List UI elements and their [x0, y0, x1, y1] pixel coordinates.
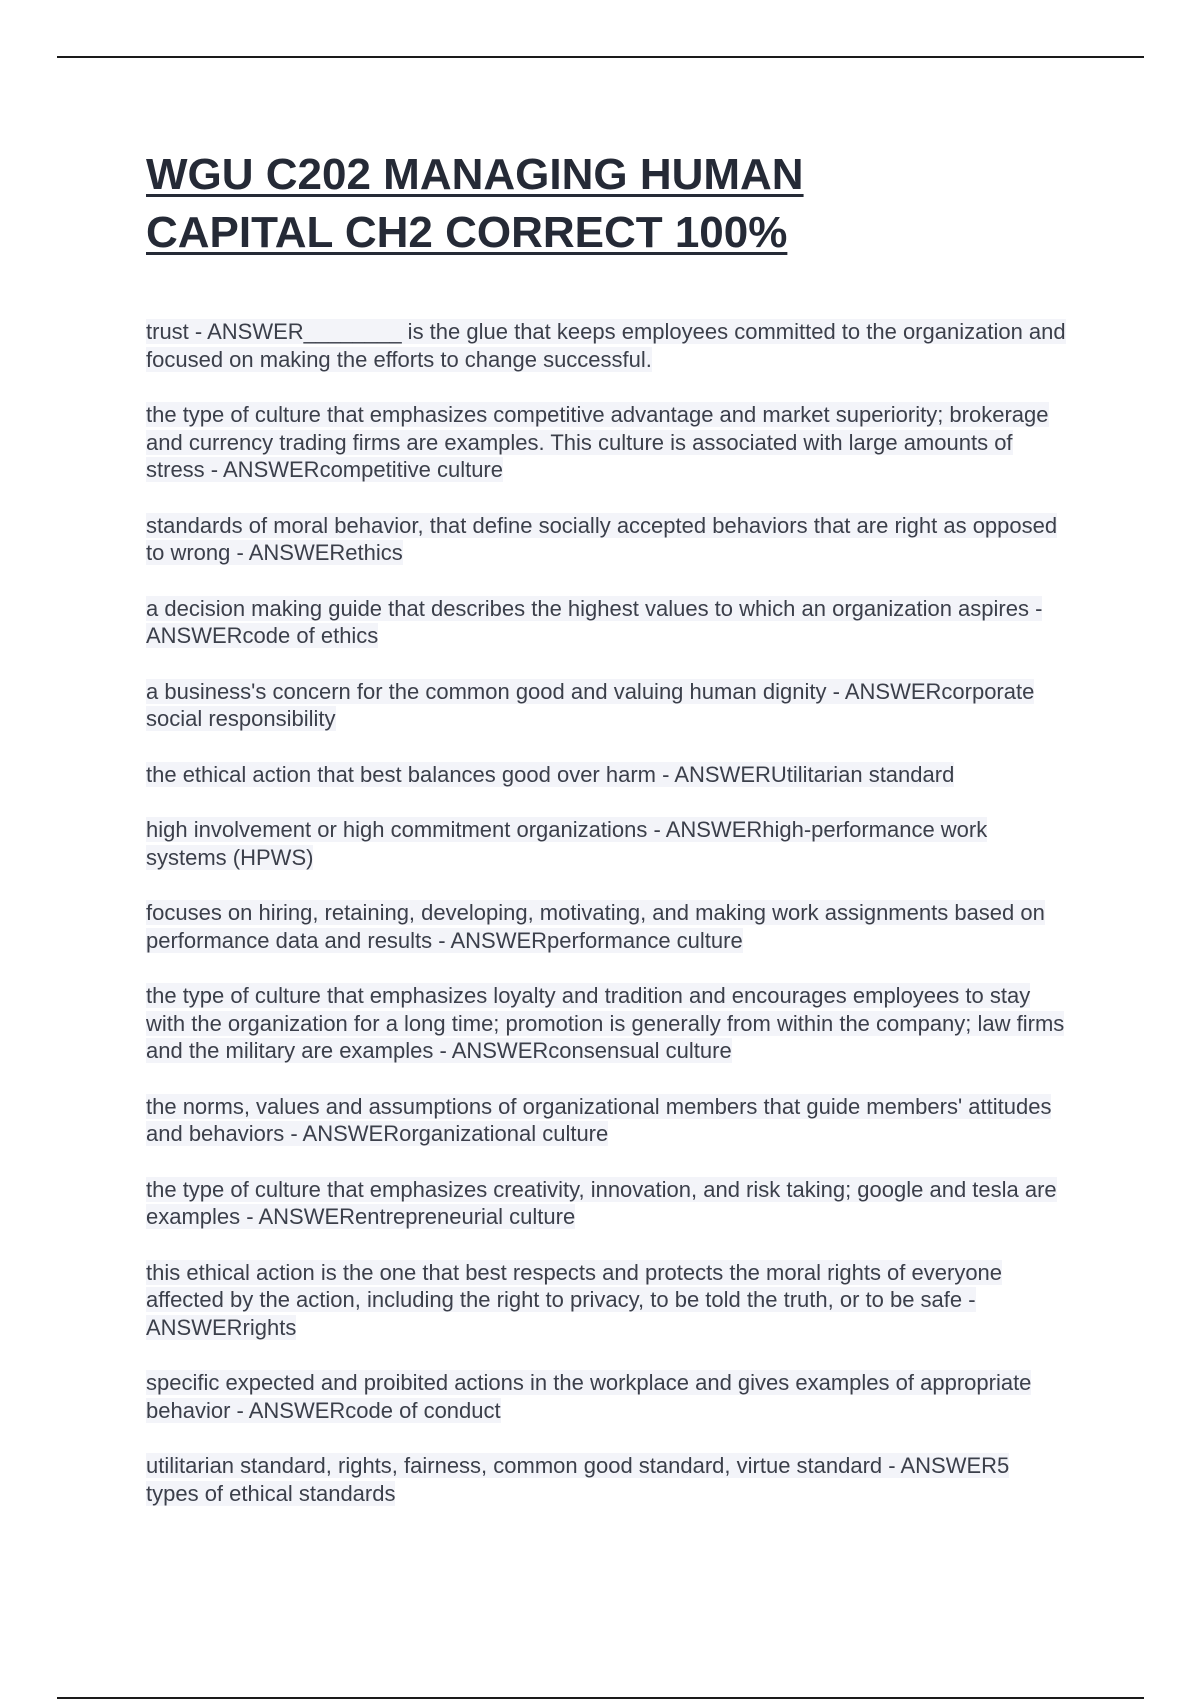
qa-entry [146, 899, 1066, 954]
title-line-1: WGU C202 MANAGING HUMAN [146, 150, 804, 199]
qa-entry [146, 761, 1066, 789]
document-body [146, 146, 1066, 1535]
qa-entry-text: a business's concern for the common good and valuing human dignity - ANSWERcorporate social responsibility [146, 678, 1035, 731]
qa-entry-text: high involvement or high commitment organizations - ANSWERhigh-performance work systems (HPWS) [146, 817, 988, 870]
qa-entry [146, 512, 1066, 567]
qa-entry-text: utilitarian standard, rights, fairness, common good standard, virtue standard - ANSWER5 types of ethical standards [146, 1453, 1010, 1506]
qa-entry [146, 401, 1066, 484]
qa-entry [146, 1369, 1066, 1424]
qa-entry-text: this ethical action is the one that best respects and protects the moral rights of everyone affected by the action, including the right to privacy, to be told the truth, or to be safe - ANSWERrights [146, 1259, 1003, 1340]
qa-entry-text: standards of moral behavior, that define socially accepted behaviors that are right as opposed to wrong - ANSWERethics [146, 512, 1058, 565]
document-title [146, 146, 1066, 262]
qa-entry [146, 816, 1066, 871]
qa-list [146, 318, 1066, 1507]
qa-entry [146, 678, 1066, 733]
title-line-2: CAPITAL CH2 CORRECT 100% [146, 208, 788, 257]
qa-entry [146, 1259, 1066, 1342]
qa-entry [146, 1452, 1066, 1507]
qa-entry-text: the type of culture that emphasizes loyalty and tradition and encourages employees to stay with the organization for a long time; promotion is generally from within the company; law firms and the military are examples - ANSWERconsensual culture [146, 983, 1065, 1063]
qa-entry-text: the type of culture that emphasizes creativity, innovation, and risk taking; google and tesla are examples - ANSWERentrepreneurial culture [146, 1176, 1057, 1229]
top-rule [57, 56, 1144, 58]
qa-entry-text: focuses on hiring, retaining, developing, motivating, and making work assignments based on performance data and results - ANSWERperformance culture [146, 900, 1045, 953]
qa-entry-text: the ethical action that best balances good over harm - ANSWERUtilitarian standard [146, 761, 955, 787]
qa-entry-text: a decision making guide that describes the highest values to which an organization aspires - ANSWERcode of ethics [146, 595, 1043, 648]
qa-entry-text: trust - ANSWER________ is the glue that keeps employees committed to the organization and focused on making the efforts to change successful. [146, 319, 1066, 372]
qa-entry-text: the norms, values and assumptions of organizational members that guide members' attitudes and behaviors - ANSWERorganizational culture [146, 1093, 1052, 1146]
qa-entry-text: the type of culture that emphasizes competitive advantage and market superiority; brokerage and currency trading firms are examples. This culture is associated with large amounts of stress - ANSWERcompetitive culture [146, 402, 1049, 482]
qa-entry-text: specific expected and proibited actions in the workplace and gives examples of appropriate behavior - ANSWERcode of conduct [146, 1370, 1032, 1423]
qa-entry [146, 982, 1066, 1065]
qa-entry [146, 1093, 1066, 1148]
qa-entry [146, 318, 1066, 373]
qa-entry [146, 595, 1066, 650]
qa-entry [146, 1176, 1066, 1231]
bottom-rule [57, 1697, 1144, 1699]
